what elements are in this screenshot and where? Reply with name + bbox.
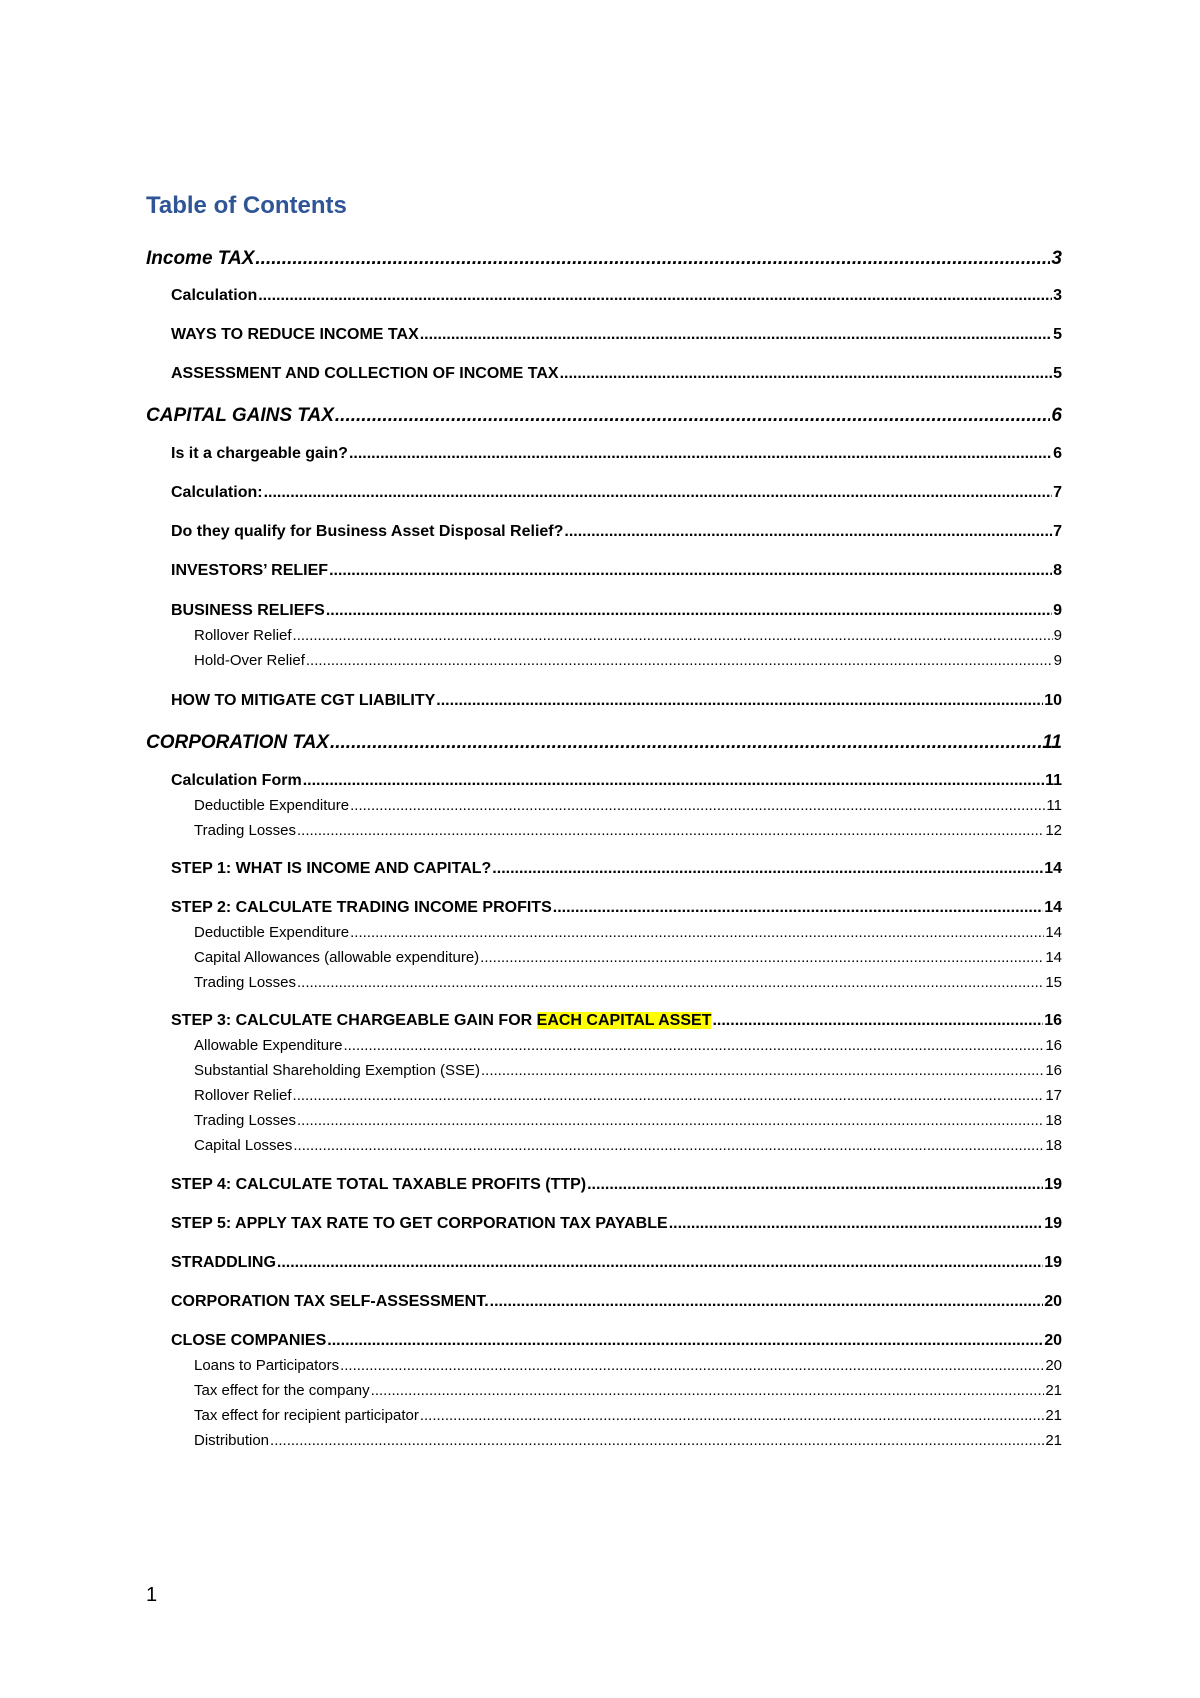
- toc-page-number: 19: [1044, 1215, 1062, 1232]
- toc-entry-level3[interactable]: [194, 974, 1062, 991]
- toc-dot-leader: [564, 523, 1052, 541]
- toc-page-number: 8: [1053, 562, 1062, 579]
- toc-entry-text: HOW TO MITIGATE CGT LIABILITY: [171, 692, 436, 709]
- toc-entry-label: [194, 1087, 292, 1104]
- toc-entry-level2[interactable]: [171, 1293, 1062, 1311]
- toc-entry-level1[interactable]: [146, 732, 1062, 754]
- toc-entry-text: Calculation: [171, 287, 258, 304]
- toc-page-number: 20: [1045, 1357, 1062, 1374]
- toc-page-number: 12: [1045, 822, 1062, 839]
- toc-dot-leader: [270, 1432, 1044, 1449]
- toc-entry-label: [171, 1215, 668, 1233]
- toc-dot-leader: [350, 797, 1045, 814]
- toc-entry-label: [171, 1293, 489, 1311]
- toc-entry-text: WAYS TO REDUCE INCOME TAX: [171, 326, 419, 343]
- toc-page-number: 16: [1045, 1062, 1062, 1079]
- toc-page-number: 7: [1053, 484, 1062, 501]
- toc-dot-leader: [480, 949, 1044, 966]
- toc-entry-text: STEP 1: WHAT IS INCOME AND CAPITAL?: [171, 860, 492, 877]
- toc-entry-label: [171, 365, 559, 383]
- toc-entry-level2[interactable]: [171, 1254, 1062, 1272]
- toc-page-number: 11: [1046, 797, 1062, 814]
- toc-entry-label: [146, 732, 329, 754]
- toc-entry-text: Is it a chargeable gain?: [171, 445, 348, 462]
- toc-entry-text: STEP 4: CALCULATE TOTAL TAXABLE PROFITS (TTP): [171, 1176, 587, 1193]
- toc-dot-leader: [264, 484, 1053, 502]
- toc-entry-label: [146, 248, 254, 270]
- toc-page-number: 14: [1045, 949, 1062, 966]
- toc-entry-level2[interactable]: [171, 287, 1062, 305]
- toc-entry-label: [171, 1254, 276, 1272]
- toc-dot-leader: [340, 1357, 1044, 1374]
- toc-entry-label: [146, 405, 334, 427]
- toc-page-number: 20: [1044, 1332, 1062, 1349]
- toc-dot-leader: [258, 287, 1052, 305]
- toc-dot-leader: [436, 692, 1043, 710]
- toc-entry-label: [171, 445, 348, 463]
- toc-dot-leader: [330, 732, 1041, 754]
- toc-entry-label: [171, 1176, 586, 1194]
- toc-dot-leader: [587, 1176, 1043, 1194]
- toc-entry-level3[interactable]: [194, 652, 1062, 669]
- toc-entry-level3[interactable]: [194, 1382, 1062, 1399]
- toc-entry-text: Loans to Participators: [194, 1357, 340, 1374]
- toc-dot-leader: [297, 822, 1044, 839]
- toc-entry-level3[interactable]: [194, 627, 1062, 644]
- toc-page-number: 9: [1053, 627, 1062, 644]
- toc-entry-label: [194, 627, 292, 644]
- toc-entry-text: Calculation Form: [171, 772, 302, 789]
- toc-entry-text: Allowable Expenditure: [194, 1037, 343, 1054]
- toc-entry-level2[interactable]: [171, 1012, 1062, 1030]
- toc-entry-text: Income TAX: [146, 248, 255, 269]
- toc-entry-text: STEP 3: CALCULATE CHARGEABLE GAIN FOR: [171, 1012, 537, 1029]
- toc-entry-label: [194, 1432, 269, 1449]
- toc-dot-leader: [420, 1407, 1044, 1424]
- toc-entry-level1[interactable]: [146, 248, 1062, 270]
- toc-page-number: 15: [1045, 974, 1062, 991]
- toc-entry-label: [194, 1137, 292, 1154]
- toc-entry-level2[interactable]: [171, 860, 1062, 878]
- toc-dot-leader: [335, 405, 1051, 427]
- toc-dot-leader: [350, 924, 1044, 941]
- toc-entry-text: BUSINESS RELIEFS: [171, 602, 325, 619]
- toc-entry-level2[interactable]: [171, 899, 1062, 917]
- toc-entry-level3[interactable]: [194, 1112, 1062, 1129]
- toc-entry-text: Tax effect for recipient participator: [194, 1407, 419, 1424]
- toc-entry-level3[interactable]: [194, 949, 1062, 966]
- toc-entry-highlight: EACH CAPITAL ASSET: [536, 1012, 712, 1029]
- toc-dot-leader: [349, 445, 1052, 463]
- toc-page-number: 18: [1045, 1112, 1062, 1129]
- toc-entry-label: [194, 974, 296, 991]
- toc-entry-label: [194, 949, 479, 966]
- toc-dot-leader: [326, 602, 1052, 620]
- toc-entry-text: Rollover Relief: [194, 1087, 292, 1104]
- toc-page-number: 9: [1053, 602, 1062, 619]
- toc-entry-label: [194, 652, 305, 669]
- toc-page-number: 5: [1053, 365, 1062, 382]
- toc-entry-text: Capital Allowances (allowable expenditure): [194, 949, 480, 966]
- toc-page-number: 11: [1045, 772, 1062, 789]
- toc-entry-level3[interactable]: [194, 924, 1062, 941]
- toc-page-number: 19: [1044, 1176, 1062, 1193]
- toc-entry-text: Substantial Shareholding Exemption (SSE): [194, 1062, 480, 1079]
- toc-page-number: 10: [1044, 692, 1062, 709]
- toc-entry-level3[interactable]: [194, 1037, 1062, 1054]
- toc-entry-label: [171, 484, 263, 502]
- toc-entry-label: [171, 899, 552, 917]
- toc-page-number: 18: [1045, 1137, 1062, 1154]
- toc-entry-label: [171, 772, 302, 790]
- toc-page-number: 3: [1053, 287, 1062, 304]
- toc-page-number: 11: [1042, 732, 1062, 753]
- toc-entry-label: [194, 1037, 342, 1054]
- toc-entry-text: CAPITAL GAINS TAX: [146, 405, 334, 426]
- toc-entry-label: [171, 287, 257, 305]
- toc-page-number: 14: [1044, 899, 1062, 916]
- toc-entry-label: [171, 562, 328, 580]
- toc-dot-leader: [553, 899, 1043, 917]
- toc-page-number: 17: [1045, 1087, 1062, 1104]
- toc-dot-leader: [371, 1382, 1045, 1399]
- toc-entry-text: Do they qualify for Business Asset Disposal Relief?: [171, 523, 564, 540]
- toc-entry-label: [194, 797, 349, 814]
- toc-entry-level3[interactable]: [194, 1357, 1062, 1374]
- toc-entry-label: [171, 602, 325, 620]
- toc-entry-level3[interactable]: [194, 1432, 1062, 1449]
- toc-dot-leader: [277, 1254, 1043, 1272]
- toc-page-number: 21: [1045, 1432, 1062, 1449]
- toc-dot-leader: [669, 1215, 1044, 1233]
- toc-page-number: 6: [1051, 405, 1062, 426]
- toc-page-number: 20: [1044, 1293, 1062, 1310]
- toc-entry-level3[interactable]: [194, 822, 1062, 839]
- toc-entry-label: [194, 1062, 480, 1079]
- toc-entry-level2[interactable]: [171, 562, 1062, 580]
- toc-page-number: 6: [1053, 445, 1062, 462]
- toc-dot-leader: [297, 1112, 1044, 1129]
- toc-page-number: 16: [1045, 1037, 1062, 1054]
- toc-page-number: 14: [1045, 924, 1062, 941]
- toc-dot-leader: [492, 860, 1043, 878]
- toc-page-number: 14: [1044, 860, 1062, 877]
- toc-entry-level3[interactable]: [194, 1407, 1062, 1424]
- toc-title: Table of Contents: [146, 192, 347, 219]
- toc-dot-leader: [712, 1012, 1043, 1030]
- toc-entry-level2[interactable]: [171, 602, 1062, 620]
- toc-dot-leader: [329, 562, 1052, 580]
- toc-dot-leader: [306, 652, 1053, 669]
- toc-entry-level3[interactable]: [194, 1062, 1062, 1079]
- toc-entry-label: [171, 523, 563, 541]
- toc-entry-level3[interactable]: [194, 1087, 1062, 1104]
- toc-dot-leader: [327, 1332, 1043, 1350]
- toc-entry-label: [194, 924, 349, 941]
- toc-entry-text: STRADDLING: [171, 1254, 276, 1271]
- toc-dot-leader: [293, 1087, 1045, 1104]
- toc-entry-label: [171, 326, 419, 344]
- toc-entry-label: [171, 860, 491, 878]
- toc-entry-level2[interactable]: [171, 1332, 1062, 1350]
- toc-dot-leader: [303, 772, 1044, 790]
- toc-entry-text: ASSESSMENT AND COLLECTION OF INCOME TAX: [171, 365, 559, 382]
- toc-entry-level2[interactable]: [171, 772, 1062, 790]
- toc-entry-text: Deductible Expenditure: [194, 797, 350, 814]
- toc-dot-leader: [481, 1062, 1044, 1079]
- toc-entry-level2[interactable]: [171, 326, 1062, 344]
- toc-dot-leader: [255, 248, 1050, 270]
- toc-entry-text: Trading Losses: [194, 822, 296, 839]
- toc-entry-text: STEP 2: CALCULATE TRADING INCOME PROFITS: [171, 899, 552, 916]
- toc-entry-text: Calculation:: [171, 484, 263, 501]
- toc-page-number: 9: [1053, 652, 1062, 669]
- toc-page-number: 5: [1053, 326, 1062, 343]
- toc-entry-label: [171, 692, 435, 710]
- toc-entry-text: Capital Losses: [194, 1137, 293, 1154]
- toc-entry-text: Hold-Over Relief: [194, 652, 305, 669]
- toc-entry-level2[interactable]: [171, 484, 1062, 502]
- toc-page-number: 19: [1044, 1254, 1062, 1271]
- toc-entry-text: Tax effect for the company: [194, 1382, 370, 1399]
- toc-entry-label: [194, 1112, 296, 1129]
- toc-dot-leader: [293, 627, 1053, 644]
- toc-dot-leader: [490, 1293, 1044, 1311]
- toc-page-number: 3: [1051, 248, 1062, 269]
- toc-entry-text: Rollover Relief: [194, 627, 292, 644]
- toc-entry-label: [171, 1012, 711, 1030]
- toc-entry-label: [194, 1407, 419, 1424]
- toc-entry-level2[interactable]: [171, 445, 1062, 463]
- toc-entry-label: [194, 1357, 339, 1374]
- toc-entry-level3[interactable]: [194, 797, 1062, 814]
- toc-dot-leader: [343, 1037, 1044, 1054]
- toc-page-number: 21: [1045, 1407, 1062, 1424]
- toc-entry-text: CLOSE COMPANIES: [171, 1332, 327, 1349]
- toc-entry-label: [171, 1332, 326, 1350]
- toc-entry-level2[interactable]: [171, 1215, 1062, 1233]
- toc-dot-leader: [297, 974, 1044, 991]
- toc-entry-text: Distribution: [194, 1432, 270, 1449]
- toc-dot-leader: [420, 326, 1052, 344]
- toc-entry-level2[interactable]: [171, 1176, 1062, 1194]
- toc-dot-leader: [560, 365, 1053, 383]
- toc-entry-text: CORPORATION TAX SELF-ASSESSMENT.: [171, 1293, 489, 1310]
- toc-entry-text: STEP 5: APPLY TAX RATE TO GET CORPORATION TAX PAYABLE: [171, 1215, 668, 1232]
- toc-entry-label: [194, 822, 296, 839]
- toc-page-number: 16: [1044, 1012, 1062, 1029]
- toc-dot-leader: [293, 1137, 1044, 1154]
- toc-entry-level2[interactable]: [171, 692, 1062, 710]
- toc-entry-label: [194, 1382, 370, 1399]
- toc-entry-level1[interactable]: [146, 405, 1062, 427]
- toc-entry-text: Trading Losses: [194, 1112, 296, 1129]
- toc-entry-level2[interactable]: [171, 523, 1062, 541]
- toc-entry-text: Deductible Expenditure: [194, 924, 350, 941]
- page-number: 1: [146, 1584, 158, 1606]
- toc-entry-level3[interactable]: [194, 1137, 1062, 1154]
- toc-entry-text: Trading Losses: [194, 974, 296, 991]
- toc-entry-text: INVESTORS’ RELIEF: [171, 562, 329, 579]
- toc-page-number: 21: [1045, 1382, 1062, 1399]
- toc-entry-text: CORPORATION TAX: [146, 732, 329, 753]
- toc-entry-level2[interactable]: [171, 365, 1062, 383]
- toc-page-number: 7: [1053, 523, 1062, 540]
